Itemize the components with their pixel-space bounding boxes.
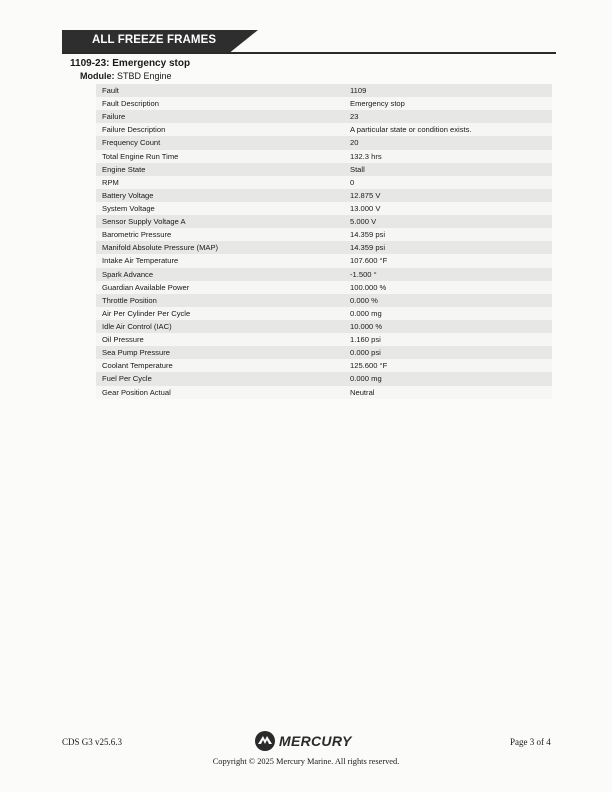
section-banner: [62, 30, 556, 54]
parameter-name: Failure: [102, 112, 126, 122]
module-value: STBD Engine: [117, 71, 172, 81]
parameter-value: 0.000 mg: [350, 374, 382, 384]
logo-text: MERCURY: [279, 733, 352, 749]
table-row: [96, 333, 552, 346]
table-row: [96, 228, 552, 241]
table-row: [96, 268, 552, 281]
table-row: [96, 215, 552, 228]
parameter-name: Frequency Count: [102, 138, 161, 148]
parameter-value: 12.875 V: [350, 190, 381, 200]
parameter-value: 0: [350, 177, 355, 187]
table-row: [96, 359, 552, 372]
table-row: [96, 241, 552, 254]
section-title: ALL FREEZE FRAMES: [92, 34, 217, 46]
table-row: [96, 320, 552, 333]
table-row: [96, 254, 552, 267]
version-label: CDS G3 v25.6.3: [62, 737, 123, 747]
parameter-name: Fault Description: [102, 99, 159, 109]
parameter-value: -1.500 °: [350, 269, 377, 279]
table-row: [96, 123, 552, 136]
module-label: Module:: [80, 71, 115, 81]
freeze-frame-table: [96, 84, 552, 399]
table-row: [96, 176, 552, 189]
table-row: [96, 372, 552, 385]
parameter-name: Spark Advance: [102, 269, 154, 279]
fault-title: 1109-23: Emergency stop: [70, 58, 191, 69]
parameter-name: Sea Pump Pressure: [102, 348, 170, 358]
parameter-name: Intake Air Temperature: [102, 256, 179, 266]
table-row: [96, 110, 552, 123]
parameter-value: 0.000 psi: [350, 348, 381, 358]
parameter-value: 107.600 °F: [350, 256, 388, 266]
parameter-name: Failure Description: [102, 125, 166, 135]
parameter-name: Sensor Supply Voltage A: [102, 217, 186, 227]
table-row: [96, 386, 552, 399]
parameter-name: System Voltage: [102, 203, 155, 213]
parameter-name: Barometric Pressure: [102, 230, 172, 240]
parameter-name: Battery Voltage: [102, 190, 154, 200]
parameter-value: 10.000 %: [350, 321, 383, 331]
parameter-value: A particular state or condition exists.: [350, 125, 472, 135]
table-row: [96, 346, 552, 359]
parameter-value: 20: [350, 138, 359, 148]
parameter-value: 0.000 mg: [350, 308, 382, 318]
parameter-name: Total Engine Run Time: [102, 151, 179, 161]
parameter-name: Fuel Per Cycle: [102, 374, 152, 384]
parameter-value: 14.359 psi: [350, 243, 386, 253]
parameter-value: 125.600 °F: [350, 361, 388, 371]
table-row: [96, 307, 552, 320]
table-row: [96, 202, 552, 215]
mercury-logo: [254, 730, 352, 752]
page-number: Page 3 of 4: [510, 737, 551, 747]
parameter-name: Oil Pressure: [102, 335, 144, 345]
table-row: [96, 189, 552, 202]
parameter-name: Manifold Absolute Pressure (MAP): [102, 243, 219, 253]
parameter-name: RPM: [102, 177, 119, 187]
mercury-logo-icon: [254, 730, 276, 752]
table-row: [96, 294, 552, 307]
parameter-name: Coolant Temperature: [102, 361, 173, 371]
parameter-value: 0.000 %: [350, 295, 378, 305]
module-line: [80, 71, 172, 81]
table-row: [96, 163, 552, 176]
parameter-value: Neutral: [350, 387, 375, 397]
parameter-name: Guardian Available Power: [102, 282, 190, 292]
parameter-value: 13.000 V: [350, 203, 381, 213]
parameter-value: Stall: [350, 164, 365, 174]
parameter-name: Gear Position Actual: [102, 387, 171, 397]
table-row: [96, 97, 552, 110]
parameter-value: 5.000 V: [350, 217, 377, 227]
parameter-name: Air Per Cylinder Per Cycle: [102, 308, 191, 318]
parameter-name: Throttle Position: [102, 295, 157, 305]
parameter-value: 132.3 hrs: [350, 151, 382, 161]
parameter-value: 100.000 %: [350, 282, 387, 292]
table-row: [96, 84, 552, 97]
table-row: [96, 281, 552, 294]
parameter-value: 23: [350, 112, 359, 122]
parameter-value: Emergency stop: [350, 99, 405, 109]
table-row: [96, 150, 552, 163]
parameter-value: 14.359 psi: [350, 230, 386, 240]
parameter-name: Idle Air Control (IAC): [102, 321, 172, 331]
parameter-name: Fault: [102, 86, 119, 95]
parameter-name: Engine State: [102, 164, 146, 174]
copyright: Copyright © 2025 Mercury Marine. All rights reserved.: [212, 757, 400, 766]
parameter-value: 1.160 psi: [350, 335, 381, 345]
table-row: [96, 136, 552, 149]
parameter-value: 1109: [350, 86, 367, 95]
